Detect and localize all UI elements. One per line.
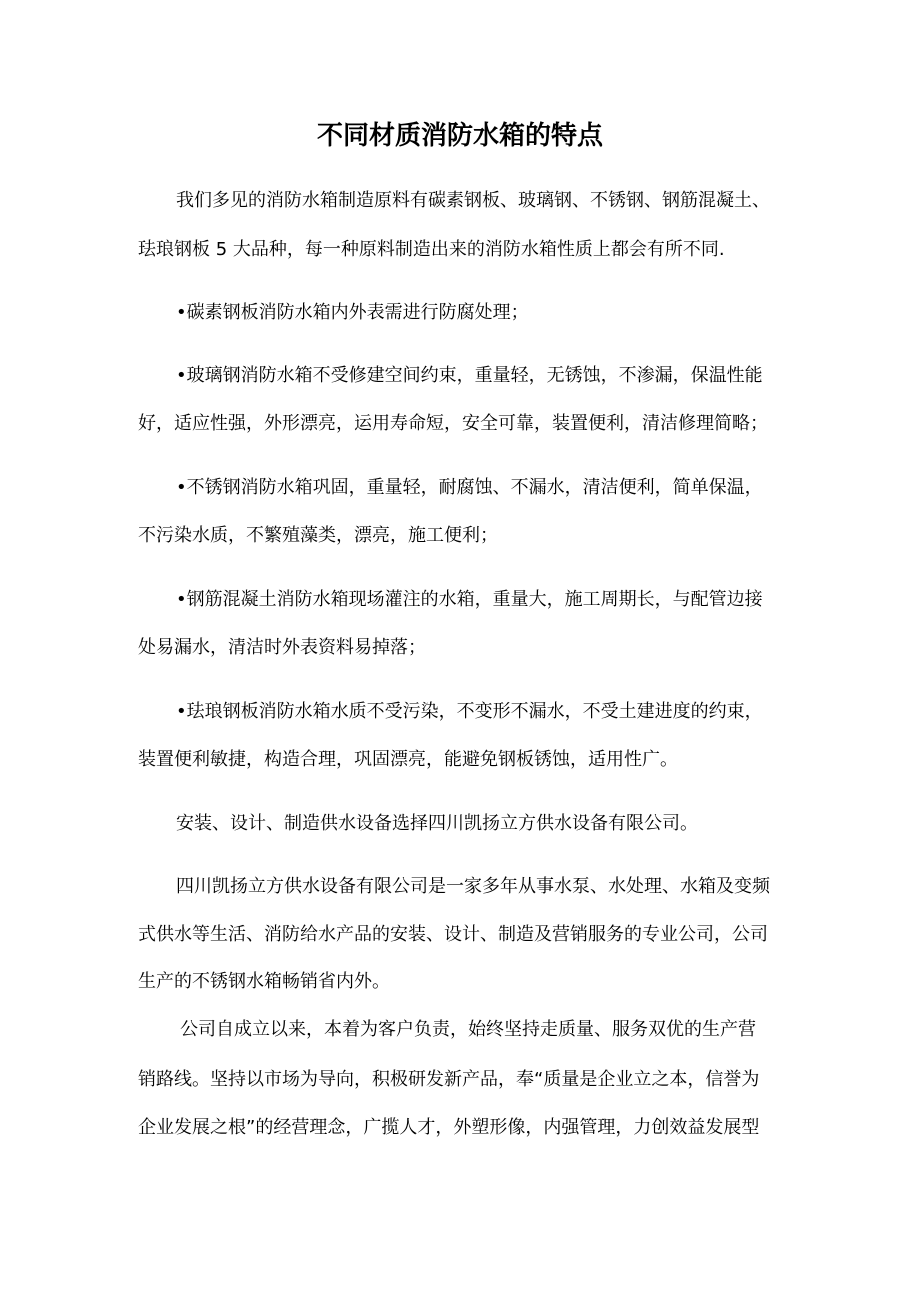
bullet-line: •钢筋混凝土消防水箱现场灌注的水箱，重量大，施工周期长，与配管边接 <box>176 589 763 610</box>
paragraph-line: 四川凯扬立方供水设备有限公司是一家多年从事水泵、水处理、水箱及变频 <box>176 876 770 897</box>
paragraph-line: 企业发展之根”的经营理念，广揽人才，外塑形像，内强管理，力创效益发展型 <box>138 1117 760 1138</box>
paragraph-line: 安装、设计、制造供水设备选择四川凯扬立方供水设备有限公司。 <box>176 813 698 834</box>
paragraph-line: 销路线。坚持以市场为导向，积极研发新产品，奉“质量是企业立之本，信誉为 <box>138 1069 760 1090</box>
bullet-line: •玻璃钢消防水箱不受修建空间约束，重量轻，无锈蚀，不渗漏，保温性能 <box>176 365 763 386</box>
bullet-line: •珐琅钢板消防水箱水质不受污染，不变形不漏水，不受土建进度的约束， <box>176 701 763 722</box>
paragraph-line: 公司自成立以来，本着为客户负责，始终坚持走质量、服务双优的生产营 <box>180 1019 756 1040</box>
bullet-line: •不锈钢消防水箱巩固，重量轻，耐腐蚀、不漏水，清洁便利，简单保温， <box>176 477 763 498</box>
paragraph-line: 我们多见的消防水箱制造原料有碳素钢板、玻璃钢、不锈钢、钢筋混凝土、 <box>176 190 770 211</box>
paragraph-line: 生产的不锈钢水箱畅销省内外。 <box>138 971 390 992</box>
document-title: 不同材质消防水箱的特点 <box>316 121 603 151</box>
paragraph-line: 装置便利敏捷，构造合理，巩固漂亮，能避免钢板锈蚀，适用性广。 <box>138 749 678 770</box>
paragraph-line: 不污染水质，不繁殖藻类，漂亮，施工便利； <box>138 525 498 546</box>
bullet-line: •碳素钢板消防水箱内外表需进行防腐处理； <box>176 302 529 323</box>
paragraph-line: 好，适应性强，外形漂亮，运用寿命短，安全可靠，装置便利，清洁修理简略； <box>138 413 768 434</box>
paragraph-line: 处易漏水，清洁时外表资料易掉落； <box>138 637 426 658</box>
paragraph-line: 式供水等生活、消防给水产品的安装、设计、制造及营销服务的专业公司，公司 <box>138 924 768 945</box>
paragraph-line: 珐琅钢板 5 大品种，每一种原料制造出来的消防水箱性质上都会有所不同. <box>138 239 725 260</box>
